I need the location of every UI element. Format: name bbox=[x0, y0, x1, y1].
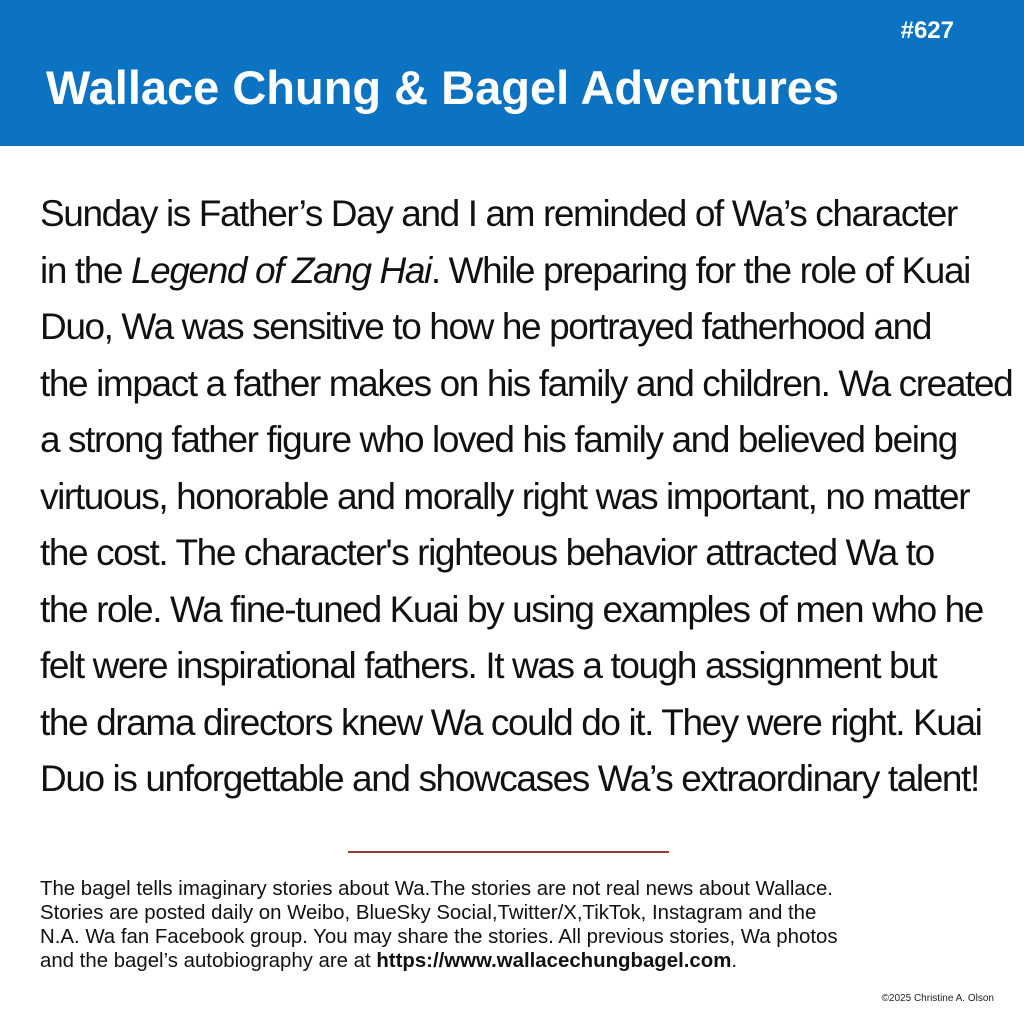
story-line bbox=[40, 751, 1000, 808]
story-title-italic: Legend of Zang Hai bbox=[131, 249, 431, 291]
story-text-run: Duo, Wa was sensitive to how he portrayed fatherhood and bbox=[40, 306, 932, 347]
page-title: Wallace Chung & Bagel Adventures bbox=[46, 61, 840, 114]
story-text-run: Sunday is Father’s Day and I am reminded of Wa’s character bbox=[40, 193, 957, 234]
issue-number: #627 bbox=[900, 17, 954, 44]
story-text-run: the cost. The character's righteous behavior attracted Wa to bbox=[40, 532, 934, 573]
copyright-notice: ©2025 Christine A. Olson bbox=[881, 993, 994, 1004]
story-line bbox=[40, 469, 1000, 526]
story-text-run: Duo is unforgettable and showcases Wa’s extraordinary talent! bbox=[40, 758, 979, 799]
footer-disclaimer bbox=[40, 877, 1000, 973]
story-text-run: felt were inspirational fathers. It was a tough assignment but bbox=[40, 645, 937, 686]
footer-text: . bbox=[731, 950, 738, 972]
story-line bbox=[40, 695, 1000, 752]
story-line bbox=[40, 412, 1000, 469]
header-banner bbox=[0, 0, 1024, 146]
footer-line: N.A. Wa fan Facebook group. You may share the stories. All previous stories, Wa photos bbox=[40, 926, 838, 948]
footer-line: Stories are posted daily on Weibo, BlueSky Social,Twitter/X,TikTok, Instagram and the bbox=[40, 902, 817, 924]
divider-line bbox=[348, 851, 669, 853]
story-text-run: . While preparing for the role of Kuai bbox=[430, 249, 970, 291]
story-line bbox=[40, 638, 1000, 695]
story-text-run: a strong father figure who loved his family and believed being bbox=[40, 419, 957, 460]
story-text-run: virtuous, honorable and morally right was important, no matter bbox=[40, 475, 970, 517]
story-line bbox=[40, 356, 1013, 413]
footer-line: The bagel tells imaginary stories about Wa.The stories are not real news about Wallace. bbox=[40, 878, 833, 900]
story-line bbox=[40, 243, 1000, 300]
footer-line bbox=[40, 949, 1000, 973]
story-text-run: the impact a father makes on his family and children. Wa created bbox=[40, 362, 1013, 404]
footer-text: and the bagel’s autobiography are at bbox=[40, 950, 377, 972]
story-line bbox=[40, 582, 1000, 639]
story-text-run: in the bbox=[40, 249, 131, 291]
story-text-run: the role. Wa fine-tuned Kuai by using examples of men who he bbox=[40, 588, 983, 630]
website-link[interactable]: https://www.wallacechungbagel.com bbox=[376, 950, 732, 972]
story-text-run: the drama directors knew Wa could do it. They were right. Kuai bbox=[40, 701, 982, 743]
story-line bbox=[40, 525, 1000, 582]
story-line bbox=[40, 186, 1000, 243]
story-line bbox=[40, 299, 1000, 356]
story-text bbox=[40, 186, 1013, 808]
